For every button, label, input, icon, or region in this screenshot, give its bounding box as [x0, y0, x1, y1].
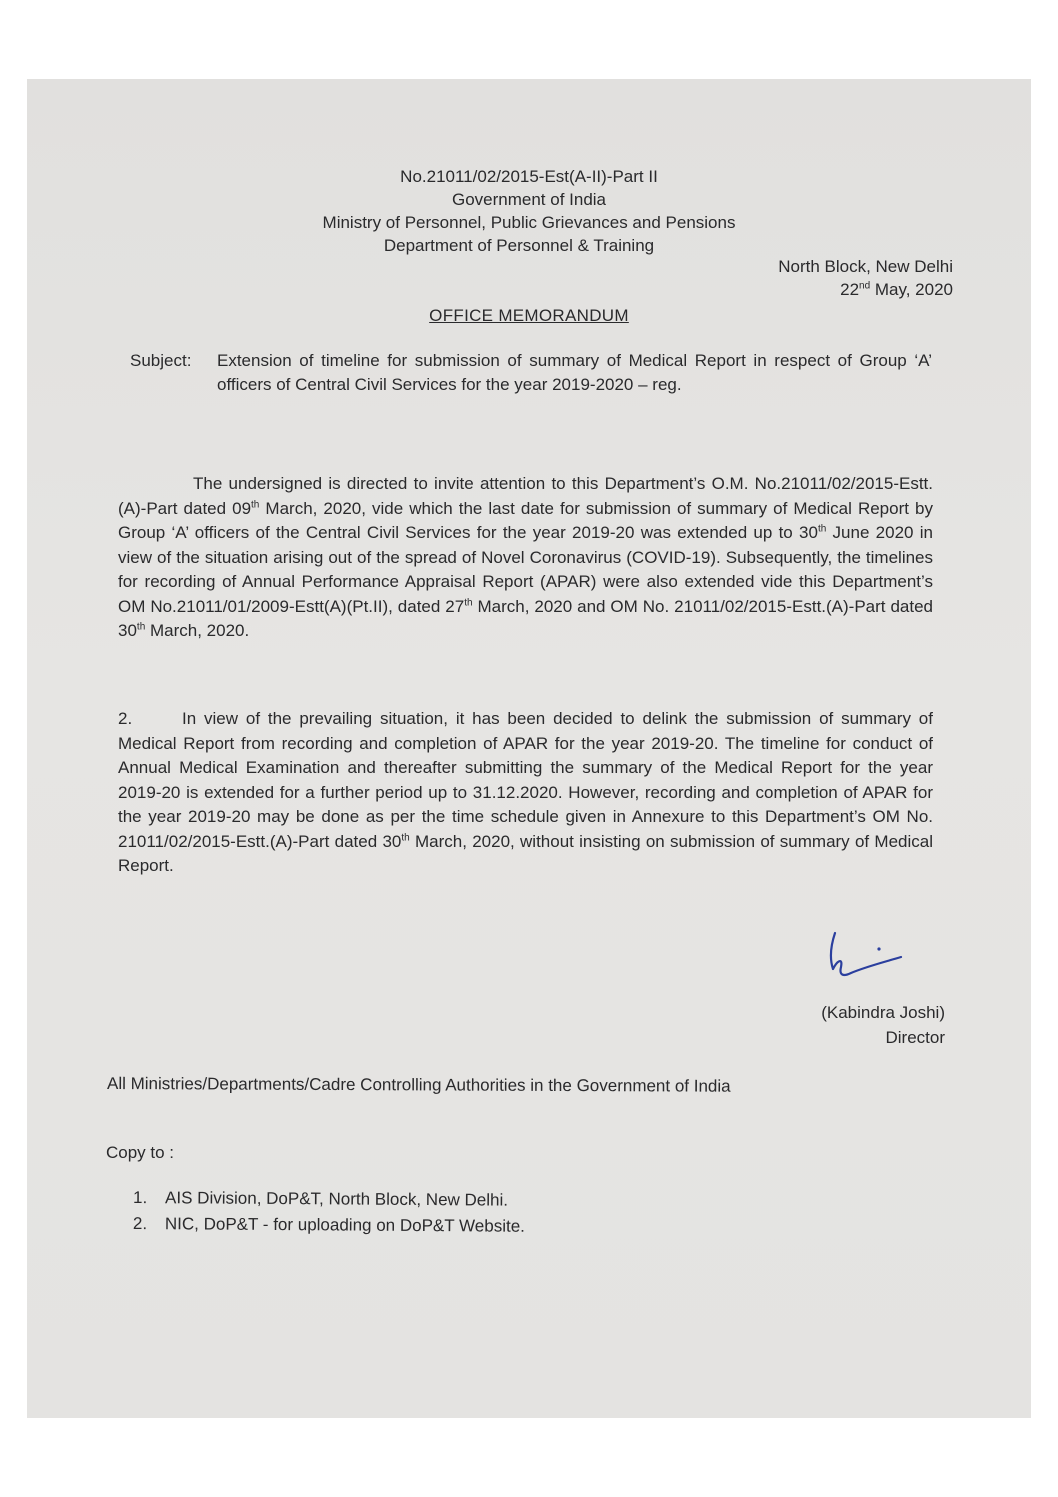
- place-line: North Block, New Delhi: [778, 257, 953, 276]
- paragraph-2-part2: March, 2020, without insisting on submission of summary of Medical Report.: [118, 831, 933, 875]
- file-number: No.21011/02/2015-Est(A-II)-Part II: [400, 167, 658, 186]
- paragraph-1-part2: March, 2020, vide which the last date for submission of summary of Medical Report by Group ‘A’ officers of the Central Civil Services for the year 2019-20 was extended up to 30: [118, 498, 933, 542]
- government-line: Government of India: [451, 190, 607, 209]
- memo-title: OFFICE MEMORANDUM: [429, 306, 629, 325]
- paragraph-1-sup4: th: [136, 621, 146, 633]
- paragraph-1-part5: March, 2020.: [145, 621, 250, 640]
- paragraph-2-part1: In view of the prevailing situation, it has been decided to delink the submission of summary of Medical Report from recording and completion of APAR for the year 2019-20. The timeline for conduct of Annual Medical Examination and thereafter submitting the summary of the Medical Report for the year 2019-20 is extended for a further period up to 31.12.2020. However, recording and completion of APAR for the year 2019-20 may be done as per the time schedule given in Annexure to this Department’s OM No. 21011/02/2015-Estt.(A)-Part dated 30: [118, 709, 933, 851]
- copy-to-list: [133, 1185, 525, 1240]
- date-day: 22: [840, 280, 860, 299]
- addressee: All Ministries/Departments/Cadre Controlling Authorities in the Government of India: [106, 1074, 731, 1096]
- list-item-number: 2.: [132, 1213, 148, 1234]
- department-line: Department of Personnel & Training: [383, 236, 655, 255]
- list-item-text: AIS Division, DoP&T, North Block, New Delhi.: [165, 1188, 509, 1210]
- list-item: [133, 1211, 525, 1240]
- list-item-number: 1.: [133, 1188, 148, 1208]
- ministry-line: Ministry of Personnel, Public Grievances and Pensions: [322, 213, 736, 232]
- date-line: [840, 278, 953, 301]
- paragraph-2-number: 2.: [118, 709, 133, 728]
- subject-text: Extension of timeline for submission of summary of Medical Report in respect of Group ‘A’ officers of Central Civil Services for the year 2019-2020 – reg.: [217, 351, 932, 394]
- paragraph-2: [118, 707, 933, 879]
- copy-to-label: Copy to :: [106, 1143, 175, 1162]
- memo-page: [27, 79, 1031, 1418]
- paragraph-1-part1: The undersigned is directed to invite attention to this Department’s O.M. No.21011/02/2015-Estt.(A)-Part dated 09: [118, 474, 933, 518]
- list-item: [133, 1185, 525, 1214]
- paragraph-1-part4: March, 2020 and OM No. 21011/02/2015-Estt.(A)-Part dated 30: [118, 596, 933, 640]
- paragraph-1-sup2: th: [817, 523, 827, 535]
- date-suffix: nd: [859, 280, 871, 292]
- paragraph-1-sup3: th: [464, 596, 473, 608]
- signatory-name: (Kabindra Joshi): [821, 1003, 945, 1022]
- date-rest: May, 2020: [870, 280, 953, 299]
- subject-label: Subject:: [130, 351, 192, 370]
- signatory-designation: Director: [885, 1028, 945, 1047]
- paragraph-1-part3: June 2020 in view of the situation arising out of the spread of Novel Coronavirus (COVID-19). Subsequently, the timelines for recording of Annual Performance Appraisal Report (APAR) were also extended vide this Department’s OM No.21011/01/2009-Estt(A)(Pt.II), dated 27: [118, 523, 933, 616]
- list-item-text: NIC, DoP&T - for uploading on DoP&T Website.: [164, 1214, 525, 1236]
- paragraph-1: [118, 472, 933, 644]
- handwritten-signature: [817, 927, 917, 997]
- paragraph-2-sup1: th: [401, 831, 410, 843]
- paragraph-1-sup1: th: [251, 498, 260, 510]
